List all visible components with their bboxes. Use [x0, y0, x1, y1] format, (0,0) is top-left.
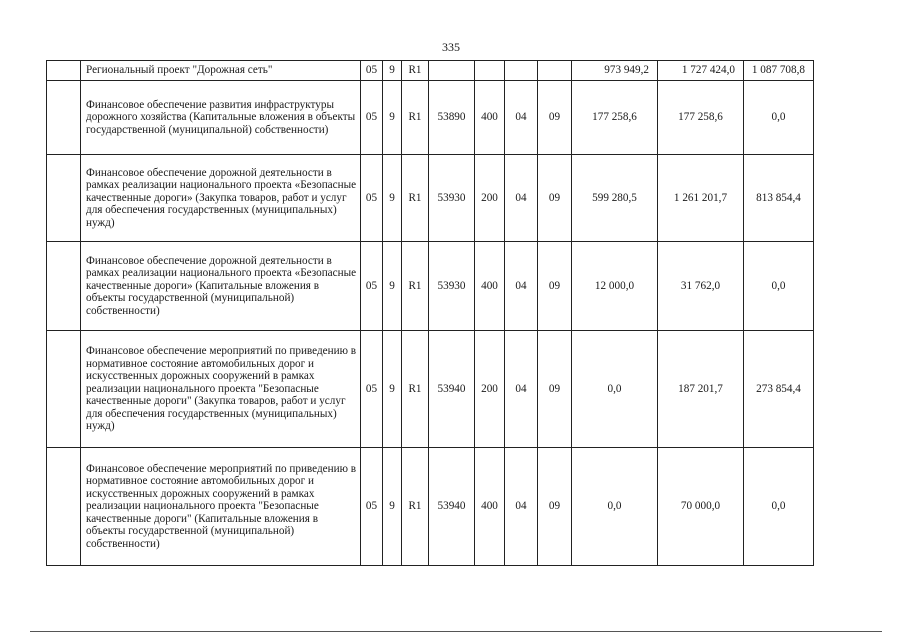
- code-cell: R1: [402, 81, 429, 155]
- code-cell: [475, 61, 505, 81]
- amount-cell: 187 201,7: [658, 331, 744, 448]
- amount-cell: 31 762,0: [658, 242, 744, 331]
- amount-cell: 0,0: [744, 448, 814, 566]
- code-cell: 9: [383, 331, 402, 448]
- code-cell: 04: [505, 242, 538, 331]
- item-name-cell: Финансовое обеспечение мероприятий по приведению в нормативное состояние автомобильных дорог и искусственных дорожных сооружений в рамках реализации национального проекта "Безопасные качественные дороги" (Капитальные вложения в объекты государственной (муниципальной) собственности): [81, 448, 361, 566]
- amount-cell: 70 000,0: [658, 448, 744, 566]
- amount-cell: 973 949,2: [572, 61, 658, 81]
- amount-cell: 0,0: [744, 81, 814, 155]
- amount-cell: 177 258,6: [572, 81, 658, 155]
- amount-cell: 1 261 201,7: [658, 155, 744, 242]
- code-cell: 200: [475, 155, 505, 242]
- blank-cell: [47, 81, 81, 155]
- code-cell: 04: [505, 331, 538, 448]
- item-name-cell: Финансовое обеспечение дорожной деятельности в рамках реализации национального проекта «Безопасные качественные дороги» (Капитальные вложения в объекты государственной (муниципальной) собственности): [81, 242, 361, 331]
- page-number: 335: [442, 40, 460, 54]
- code-cell: 05: [361, 61, 383, 81]
- page-bottom-rule: [30, 631, 882, 632]
- table-row: [47, 81, 814, 155]
- item-name-cell: Финансовое обеспечение дорожной деятельности в рамках реализации национального проекта «Безопасные качественные дороги» (Закупка товаров, работ и услуг для обеспечения государственных (муниципальных) нужд): [81, 155, 361, 242]
- code-cell: 400: [475, 448, 505, 566]
- code-cell: 09: [538, 448, 572, 566]
- item-name-cell: Финансовое обеспечение мероприятий по приведению в нормативное состояние автомобильных дорог и искусственных дорожных сооружений в рамках реализации национального проекта "Безопасные качественные дороги" (Закупка товаров, работ и услуг для обеспечения государственных (муниципальных) нужд): [81, 331, 361, 448]
- item-name-cell: Региональный проект "Дорожная сеть": [81, 61, 361, 81]
- code-cell: 400: [475, 242, 505, 331]
- code-cell: R1: [402, 61, 429, 81]
- code-cell: [505, 61, 538, 81]
- table-row: [47, 155, 814, 242]
- code-cell: 09: [538, 242, 572, 331]
- blank-cell: [47, 155, 81, 242]
- blank-cell: [47, 242, 81, 331]
- table-body: [47, 61, 814, 566]
- blank-cell: [47, 448, 81, 566]
- amount-cell: 0,0: [572, 331, 658, 448]
- amount-cell: 599 280,5: [572, 155, 658, 242]
- code-cell: 05: [361, 155, 383, 242]
- code-cell: 9: [383, 448, 402, 566]
- code-cell: R1: [402, 155, 429, 242]
- code-cell: [538, 61, 572, 81]
- code-cell: 05: [361, 242, 383, 331]
- amount-cell: 273 854,4: [744, 331, 814, 448]
- amount-cell: 1 087 708,8: [744, 61, 814, 81]
- code-cell: 400: [475, 81, 505, 155]
- code-cell: 05: [361, 448, 383, 566]
- code-cell: 53930: [429, 242, 475, 331]
- item-name-cell: Финансовое обеспечение развития инфраструктуры дорожного хозяйства (Капитальные вложения в объекты государственной (муниципальной) собственности): [81, 81, 361, 155]
- code-cell: 53940: [429, 331, 475, 448]
- code-cell: 04: [505, 81, 538, 155]
- table-row: [47, 242, 814, 331]
- code-cell: 09: [538, 155, 572, 242]
- code-cell: 04: [505, 448, 538, 566]
- amount-cell: 0,0: [572, 448, 658, 566]
- amount-cell: 177 258,6: [658, 81, 744, 155]
- code-cell: 05: [361, 331, 383, 448]
- code-cell: 9: [383, 61, 402, 81]
- amount-cell: 0,0: [744, 242, 814, 331]
- code-cell: 09: [538, 81, 572, 155]
- blank-cell: [47, 61, 81, 81]
- code-cell: R1: [402, 448, 429, 566]
- code-cell: 53890: [429, 81, 475, 155]
- amount-cell: 12 000,0: [572, 242, 658, 331]
- code-cell: R1: [402, 331, 429, 448]
- code-cell: R1: [402, 242, 429, 331]
- table-row: [47, 448, 814, 566]
- code-cell: 09: [538, 331, 572, 448]
- code-cell: 9: [383, 155, 402, 242]
- amount-cell: 813 854,4: [744, 155, 814, 242]
- code-cell: 200: [475, 331, 505, 448]
- budget-table: [46, 60, 814, 566]
- table-row: [47, 61, 814, 81]
- code-cell: 9: [383, 81, 402, 155]
- code-cell: 53930: [429, 155, 475, 242]
- code-cell: 04: [505, 155, 538, 242]
- code-cell: [429, 61, 475, 81]
- code-cell: 9: [383, 242, 402, 331]
- table-row: [47, 331, 814, 448]
- code-cell: 05: [361, 81, 383, 155]
- blank-cell: [47, 331, 81, 448]
- amount-cell: 1 727 424,0: [658, 61, 744, 81]
- code-cell: 53940: [429, 448, 475, 566]
